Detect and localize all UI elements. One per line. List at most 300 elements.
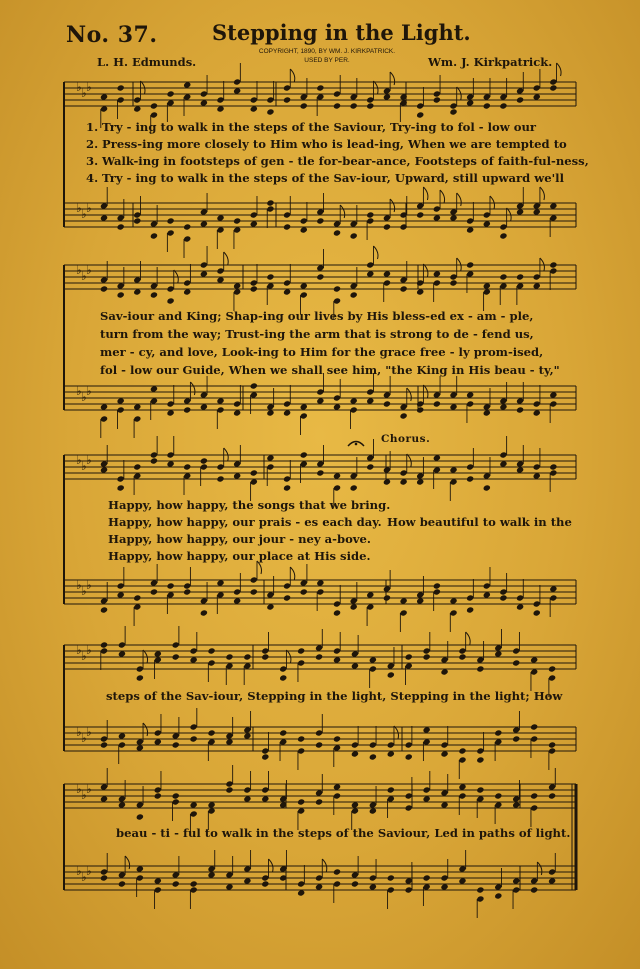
note-head [283,484,291,491]
note-head [261,753,269,760]
note-head [433,214,441,221]
note-head [300,588,308,595]
verse-number: 3. [86,154,99,168]
note-head [369,807,377,814]
note-head [225,786,233,793]
chorus-label: Chorus. [381,433,431,445]
note-head [440,668,448,675]
note-head [333,472,341,479]
note-head [476,886,484,893]
note-head [449,108,457,115]
flat-sign: ♭ [86,453,92,467]
note-head [369,883,377,890]
note-head [516,466,524,473]
note-head [483,409,491,416]
flat-sign: ♭ [76,643,82,657]
note-head [416,406,424,413]
note-head [283,96,291,103]
note-head [136,744,144,751]
note-head [183,406,191,413]
note-flag [540,258,545,271]
note-head [316,579,324,586]
note-head [548,792,556,799]
note-head [117,84,125,91]
note-head [350,397,358,404]
note-head [333,783,341,790]
note-head [433,96,441,103]
note-head [166,460,174,467]
note-flag [190,382,195,395]
note-head [466,606,474,613]
note-head [383,93,391,100]
note-head [512,801,520,808]
note-head [183,81,191,88]
note-flag [557,63,562,76]
flat-sign: ♭ [81,649,87,663]
note-head [512,659,520,666]
note-flag [394,726,399,739]
verse-line: mer - cy, and love, Look-ing to Him for the grace free - ly prom-ised, [100,345,544,359]
verse-number: 4. [86,171,99,185]
note-flag [390,199,395,212]
note-head [316,397,324,404]
note-head [216,475,224,482]
flat-sign: ♭ [81,269,87,283]
note-head [233,409,241,416]
note-head [333,229,341,236]
verse-line: Happy, how happy, the songs that we bring. [108,498,391,512]
note-head [533,93,541,100]
note-head [433,454,441,461]
note-head [183,463,191,470]
note-head [266,603,274,610]
note-head [423,726,431,733]
note-head [207,801,215,808]
note-head [117,397,125,404]
note-head [243,877,251,884]
note-head [190,880,198,887]
note-head [549,585,557,592]
verse-line [86,154,589,168]
note-head [100,466,108,473]
note-flag [224,252,229,265]
note-head [449,403,457,410]
note-head [351,880,359,887]
note-head [100,285,108,292]
note-head [366,102,374,109]
note-flag [466,632,471,645]
note-head [433,400,441,407]
note-head [150,102,158,109]
note-head [216,214,224,221]
note-head [200,99,208,106]
note-head [266,454,274,461]
permission-line: USED BY PER. [304,57,350,64]
note-head [499,102,507,109]
note-head [533,282,541,289]
note-head [333,102,341,109]
note-head [423,874,431,881]
note-head [250,588,258,595]
note-head [466,475,474,482]
note-head [533,609,541,616]
note-flag [440,190,445,203]
note-head [233,472,241,479]
verse-number: 1. [86,120,99,134]
note-head [433,270,441,277]
note-head [516,603,524,610]
note-head [300,226,308,233]
note-head [243,795,251,802]
note-flag [490,196,495,209]
flat-sign: ♭ [76,263,82,277]
note-head [549,84,557,91]
note-head [466,99,474,106]
note-head [483,220,491,227]
note-flag [423,385,428,398]
note-head [183,588,191,595]
lyricist: L. H. Edmunds. [97,55,197,69]
note-head [387,786,395,793]
note-head [266,409,274,416]
note-flag [457,193,462,206]
note-head [154,738,162,745]
note-head [366,591,374,598]
note-head [266,108,274,115]
verse-line: fol - low our Guide, When we shall see him, "the King in His beau - ty," [100,363,560,377]
note-head [533,409,541,416]
verse-line [86,120,536,134]
note-head [190,801,198,808]
note-head [279,729,287,736]
flat-sign: ♭ [76,80,82,94]
fermata-dot [355,443,358,446]
note-head [387,874,395,881]
note-head [549,202,557,209]
note-head [458,783,466,790]
note-head [183,288,191,295]
note-head [351,801,359,808]
note-head [350,291,358,298]
note-head [458,877,466,884]
note-head [166,409,174,416]
note-flag [390,72,395,85]
flat-sign: ♭ [81,207,87,221]
note-head [297,647,305,654]
note-head [516,273,524,280]
verse-text: Walk-ing in footsteps of gen - tle for-bear-ance, Footsteps of faith-ful-ness, [102,154,589,168]
note-head [399,285,407,292]
flat-sign: ♭ [86,263,92,277]
note-flag [140,81,145,94]
note-head [499,460,507,467]
system-5-lyric: beau - ti - ful to walk in the steps of the Saviour, Led in paths of light. [116,826,571,840]
flat-sign: ♭ [86,725,92,739]
note-head [350,484,358,491]
note-head [150,232,158,239]
note-head [383,594,391,601]
note-head [216,579,224,586]
note-head [300,403,308,410]
note-head [100,214,108,221]
note-head [483,591,491,598]
note-head [530,723,538,730]
note-head [499,273,507,280]
note-head [118,801,126,808]
note-head [118,880,126,887]
flat-sign: ♭ [81,86,87,100]
note-flag [457,258,462,271]
note-head [383,270,391,277]
flat-sign: ♭ [86,864,92,878]
note-head [200,220,208,227]
note-flag [322,859,327,872]
flat-sign: ♭ [86,782,92,796]
note-head [200,403,208,410]
note-head [100,741,108,748]
note-head [333,735,341,742]
note-head [315,653,323,660]
note-head [166,582,174,589]
note-head [133,105,141,112]
flat-sign: ♭ [76,384,82,398]
note-flag [423,187,428,200]
note-head [494,729,502,736]
note-head [250,285,258,292]
note-head [200,457,208,464]
note-head [316,217,324,224]
note-head [548,665,556,672]
note-head [416,478,424,485]
note-head [283,409,291,416]
verse-number: 2. [86,137,99,151]
note-flag [540,187,545,200]
flat-sign: ♭ [81,870,87,884]
note-head [250,382,258,389]
note-head [136,674,144,681]
note-head [350,232,358,239]
note-head [117,291,125,298]
note-flag [407,454,412,467]
note-head [297,735,305,742]
note-head [283,223,291,230]
note-flag [407,388,412,401]
note-flag [423,264,428,277]
note-head [530,886,538,893]
note-head [548,741,556,748]
note-head [136,865,144,872]
note-head [351,662,359,669]
note-flag [373,81,378,94]
verse-text: Try - ing to walk in the steps of the Saviour, Try-ing to fol - low our [102,120,537,134]
note-head [150,588,158,595]
note-flag [224,448,229,461]
note-head [172,792,180,799]
note-head [449,466,457,473]
note-head [350,603,358,610]
note-head [399,597,407,604]
note-head [449,279,457,286]
note-head [405,753,413,760]
note-head [216,105,224,112]
note-head [458,653,466,660]
note-head [433,582,441,589]
note-head [440,883,448,890]
note-head [530,792,538,799]
note-head [423,653,431,660]
note-head [315,883,323,890]
note-head [383,478,391,485]
note-head [243,653,251,660]
note-head [383,223,391,230]
note-head [549,391,557,398]
note-head [154,792,162,799]
note-head [233,282,241,289]
note-head [283,288,291,295]
note-head [416,211,424,218]
note-flag [125,856,130,869]
note-head [366,463,374,470]
note-flag [269,859,274,872]
note-head [423,795,431,802]
note-head [261,653,269,660]
note-head [333,403,341,410]
note-head [333,285,341,292]
note-head [476,786,484,793]
note-head [225,883,233,890]
note-head [225,738,233,745]
note-head [369,753,377,760]
note-head [297,889,305,896]
note-head [483,102,491,109]
flat-sign: ♭ [86,384,92,398]
note-head [449,214,457,221]
note-head [279,674,287,681]
note-head [200,609,208,616]
note-head [233,217,241,224]
note-head [533,208,541,215]
note-head [466,261,474,268]
note-head [216,397,224,404]
note-head [117,484,125,491]
note-head [333,609,341,616]
note-head [100,641,108,648]
note-head [266,273,274,280]
note-head [300,282,308,289]
note-head [458,747,466,754]
note-head [476,665,484,672]
verse-line: turn from the way; Trust-ing the arm that is strong to de - fend us, [100,327,534,341]
note-head [512,877,520,884]
flat-sign: ♭ [81,731,87,745]
note-head [172,880,180,887]
note-head [250,220,258,227]
copyright-line: COPYRIGHT, 1890, BY WM. J. KIRKPATRICK. [258,48,396,55]
note-head [183,223,191,230]
chorus-lyric: How beautiful to walk in the [387,515,572,529]
note-flag [373,246,378,259]
note-head [100,93,108,100]
note-head [316,84,324,91]
note-head [366,270,374,277]
note-head [516,406,524,413]
composer: Wm. J. Kirkpatrick. [428,55,553,69]
note-head [283,594,291,601]
note-head [250,105,258,112]
note-head [516,208,524,215]
verse-line [86,137,567,151]
verse-line: Happy, how happy, our place at His side. [108,549,371,563]
note-head [225,653,233,660]
note-flag [143,650,148,663]
note-head [233,87,241,94]
note-head [207,871,215,878]
note-head [166,217,174,224]
note-head [405,653,413,660]
note-head [399,478,407,485]
note-head [369,656,377,663]
note-head [300,451,308,458]
note-head [261,880,269,887]
note-head [166,297,174,304]
note-flag [457,87,462,100]
flat-sign: ♭ [81,584,87,598]
note-head [533,472,541,479]
verse-line: Sav-iour and King; Shap-ing our lives by His bless-ed ex - am - ple, [100,309,534,323]
note-head [416,111,424,118]
verse-text: Press-ing more closely to Him who is lead-ing, When we are tempted to [102,137,567,151]
note-flag [537,862,542,875]
note-head [548,877,556,884]
note-head [315,798,323,805]
note-head [530,656,538,663]
note-head [516,96,524,103]
note-head [117,591,125,598]
note-head [207,647,215,654]
note-head [154,877,162,884]
note-head [297,798,305,805]
note-flag [286,650,291,663]
flat-sign: ♭ [81,788,87,802]
note-head [333,656,341,663]
note-head [136,813,144,820]
note-head [166,90,174,97]
note-flag [340,205,345,218]
note-head [549,463,557,470]
note-head [512,735,520,742]
note-head [100,874,108,881]
note-head [150,291,158,298]
flat-sign: ♭ [81,390,87,404]
note-flag [143,723,148,736]
note-head [200,270,208,277]
note-head [150,457,158,464]
note-head [449,597,457,604]
flat-sign: ♭ [76,201,82,215]
note-head [100,403,108,410]
note-head [207,729,215,736]
note-head [483,282,491,289]
note-head [499,594,507,601]
note-head [233,597,241,604]
note-head [100,795,108,802]
note-head [190,735,198,742]
note-head [416,597,424,604]
note-head [100,606,108,613]
note-head [494,792,502,799]
note-head [549,261,557,268]
note-head [333,868,341,875]
